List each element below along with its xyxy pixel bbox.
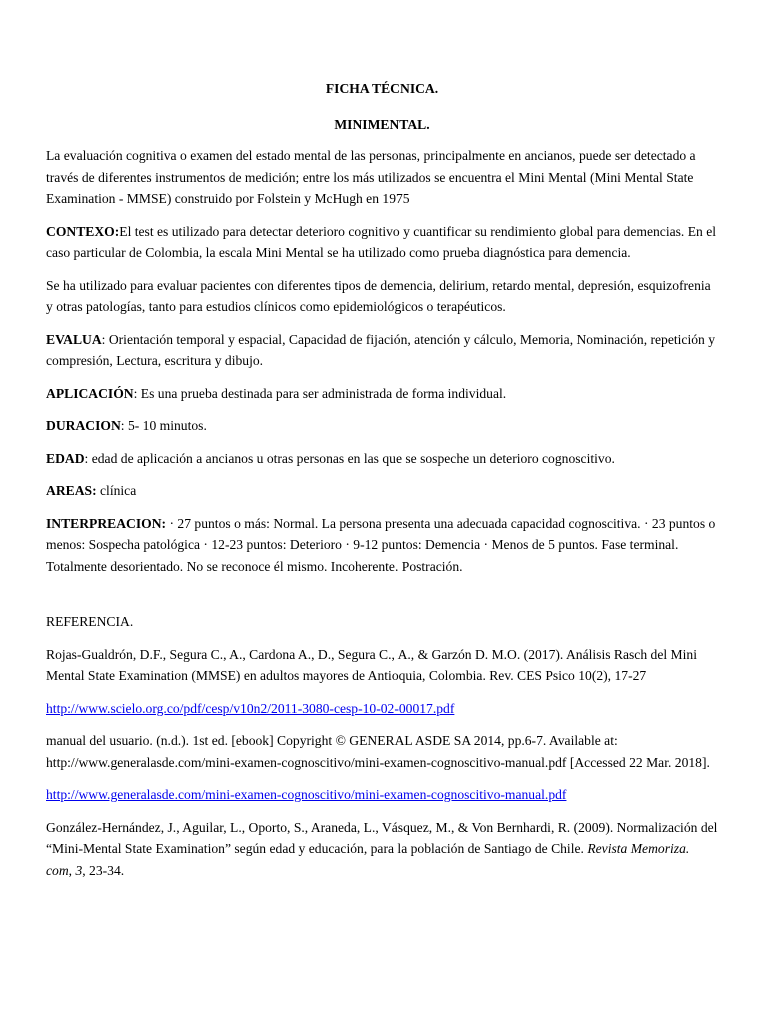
- reference-3-text: González-Hernández, J., Aguilar, L., Oporto, S., Araneda, L., Vásquez, M., & Von Bernhardi, R. (2009). Normalización del “Mini-Mental State Examination” según edad y educación, para la población de Santiago de Chile.: [46, 819, 718, 856]
- reference-3: [46, 817, 718, 882]
- document-page: [46, 78, 718, 892]
- edad-label: EDAD: [46, 450, 85, 466]
- evalua-paragraph: [46, 329, 718, 372]
- reference-2: manual del usuario. (n.d.). 1st ed. [ebook] Copyright © GENERAL ASDE SA 2014, pp.6-7. Available at: http://www.generalasde.com/mini-examen-cognoscitivo/mini-examen-cognoscitivo-manual.pdf [Accessed 22 Mar. 2018].: [46, 733, 710, 770]
- reference-2-link-paragraph: [46, 784, 718, 806]
- contexto-label: CONTEXO:: [46, 223, 120, 239]
- interpretacion-label: INTERPREACION:: [46, 515, 167, 531]
- aplicacion-label: APLICACIÓN: [46, 385, 134, 401]
- reference-3-volume: 3: [75, 862, 83, 878]
- reference-3-journal: Revista Memoriza. com: [46, 841, 690, 878]
- reference-1: Rojas-Gualdrón, D.F., Segura C., A., Cardona A., D., Segura C., A., & Garzón D. M.O. (2017). Análisis Rasch del Mini Mental State Examination (MMSE) en adultos mayores de Antioquia, Colombia. Rev. CES Psico 10(2), 17-27: [46, 646, 697, 683]
- edad-text: : edad de aplicación a ancianos u otras personas en las que se sospeche un deterioro cognoscitivo.: [84, 450, 615, 466]
- duracion-label: DURACION: [46, 418, 121, 433]
- reference-2-link[interactable]: http://www.generalasde.com/mini-examen-cognoscitivo/mini-examen-cognoscitivo-manual.pdf: [46, 787, 567, 802]
- duracion-paragraph: [46, 415, 718, 437]
- duracion-text: : 5- 10 minutos.: [120, 418, 207, 433]
- aplicacion-text: : Es una prueba destinada para ser administrada de forma individual.: [133, 385, 507, 401]
- referencia-heading: REFERENCIA.: [46, 614, 134, 629]
- areas-paragraph: [46, 480, 718, 502]
- reference-3-pages: , 23-34.: [82, 862, 125, 878]
- evalua-text: : Orientación temporal y espacial, Capacidad de fijación, atención y cálculo, Memoria, Nominación, repetición y compresión, Lectura, escritura y dibujo.: [46, 331, 716, 368]
- document-title: FICHA TÉCNICA.: [325, 81, 439, 96]
- reference-3-sep: ,: [68, 862, 76, 878]
- interpretacion-paragraph: [46, 513, 718, 578]
- uses-paragraph: Se ha utilizado para evaluar pacientes con diferentes tipos de demencia, delirium, retardo mental, depresión, esquizofrenia y otras patologías, tanto para estudios clínicos como epidemiológicos o terapéuticos.: [46, 277, 711, 314]
- interpretacion-text: · 27 puntos o más: Normal. La persona presenta una adecuada capacidad cognoscitiva. · 23 puntos o menos: Sospecha patológica · 12-23 puntos: Deterioro · 9-12 puntos: Demencia · Menos de 5 puntos. Fase terminal. Totalmente desorientado. No se reconoce él mismo. Incoherente. Postración.: [46, 515, 716, 574]
- reference-1-link[interactable]: http://www.scielo.org.co/pdf/cesp/v10n2/2011-3080-cesp-10-02-00017.pdf: [46, 700, 455, 716]
- intro-paragraph: La evaluación cognitiva o examen del estado mental de las personas, principalmente en ancianos, puede ser detectado a través de diferentes instrumentos de medición; entre los más utilizados se encuentra el Mini Mental (Mini Mental State Examination - MMSE) construido por Folstein y McHugh en 1975: [46, 148, 696, 206]
- contexto-paragraph: [46, 221, 718, 264]
- areas-label: AREAS:: [46, 483, 97, 498]
- areas-text: clínica: [96, 483, 137, 498]
- spacer: [46, 588, 718, 611]
- evalua-label: EVALUA: [46, 331, 102, 347]
- contexto-text: El test es utilizado para detectar deterioro cognitivo y cuantificar su rendimiento global para demencias. En el caso particular de Colombia, la escala Mini Mental se ha utilizado como prueba diagnóstica para demencia.: [46, 223, 717, 260]
- edad-paragraph: [46, 448, 718, 470]
- document-subtitle: MINIMENTAL.: [334, 116, 430, 132]
- reference-1-link-paragraph: [46, 698, 718, 720]
- aplicacion-paragraph: [46, 383, 718, 405]
